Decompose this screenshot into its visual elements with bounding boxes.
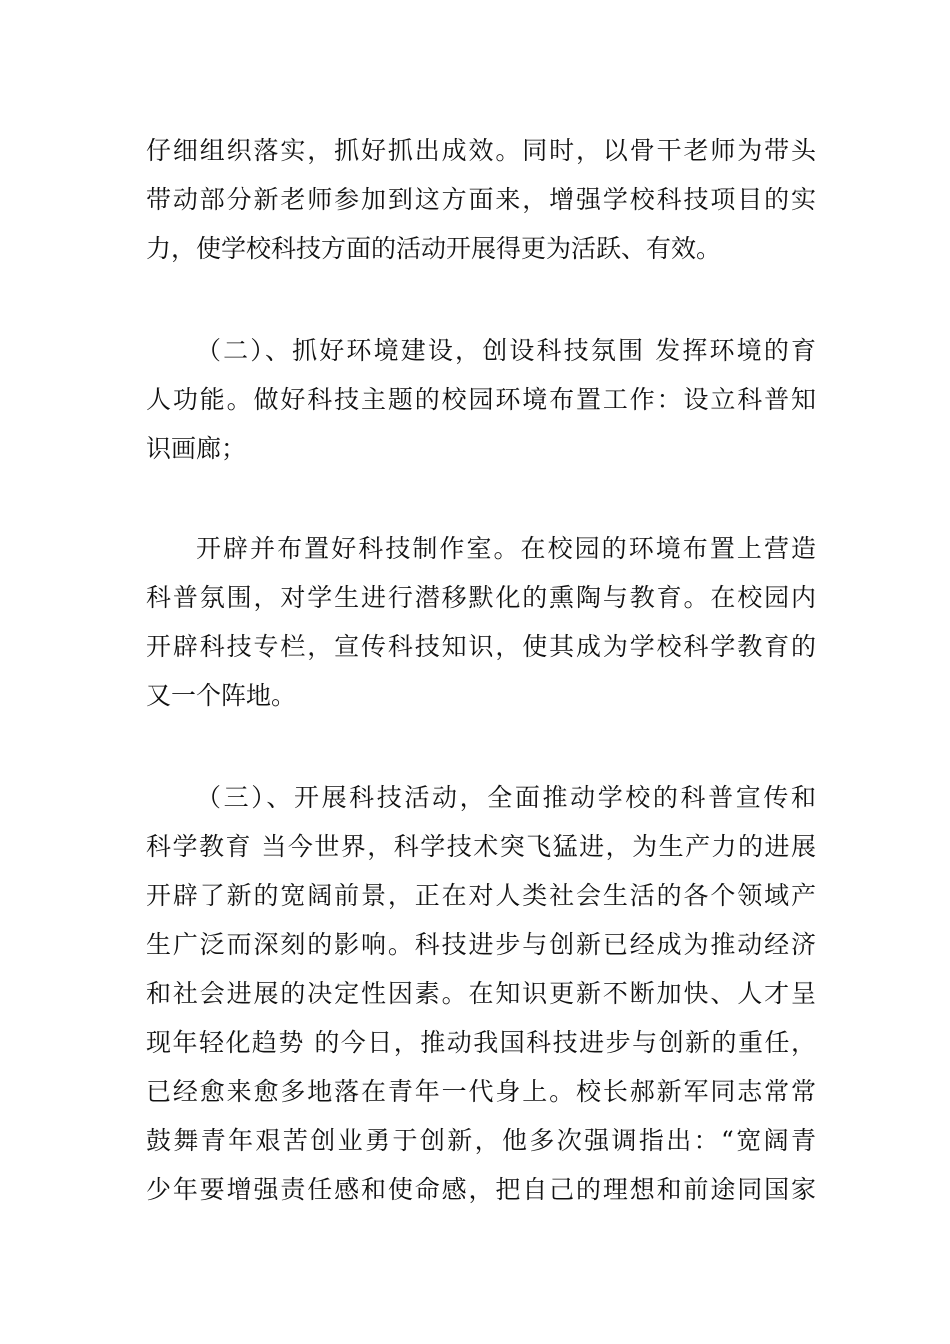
paragraph-3-line-1: 开辟并布置好科技制作室。在校园的环境布置上营造 <box>196 534 816 563</box>
paragraph-4-line-2: 科学教育 当今世界，科学技术突飞猛进，为生产力的进展 <box>146 832 816 861</box>
paragraph-4-line-6: 现年轻化趋势 的今日，推动我国科技进步与创新的重任， <box>146 1028 816 1057</box>
paragraph-3-line-2: 科普氛围，对学生进行潜移默化的熏陶与教育。在校园内 <box>146 583 816 612</box>
paragraph-4-line-4: 生广泛而深刻的影响。科技进步与创新已经成为推动经济 <box>146 930 816 959</box>
paragraph-1-line-1: 仔细组织落实，抓好抓出成效。同时，以骨干老师为带头 <box>146 136 816 165</box>
paragraph-4-line-3: 开辟了新的宽阔前景，正在对人类社会生活的各个领域产 <box>146 881 816 910</box>
paragraph-1-line-3: 力，使学校科技方面的活动开展得更为活跃、有效。 <box>146 234 722 263</box>
paragraph-2-line-2: 人功能。做好科技主题的校园环境布置工作：设立科普知 <box>146 385 816 414</box>
paragraph-4-line-8: 鼓舞青年艰苦创业勇于创新，他多次强调指出：“宽阔青 <box>146 1126 816 1155</box>
paragraph-2-line-3: 识画廊； <box>146 434 247 463</box>
paragraph-3-line-3: 开辟科技专栏，宣传科技知识，使其成为学校科学教育的 <box>146 632 816 661</box>
paragraph-4-line-1: （三）、开展科技活动，全面推动学校的科普宣传和 <box>196 783 816 812</box>
paragraph-4-line-7: 已经愈来愈多地落在青年一代身上。校长郝新军同志常常 <box>146 1077 816 1106</box>
paragraph-4-line-5: 和社会进展的决定性因素。在知识更新不断加快、人才呈 <box>146 979 816 1008</box>
paragraph-3-line-4: 又一个阵地。 <box>146 681 297 710</box>
paragraph-2-line-1: （二）、抓好环境建设，创设科技氛围 发挥环境的育 <box>196 336 816 365</box>
paragraph-1-line-2: 带动部分新老师参加到这方面来，增强学校科技项目的实 <box>146 185 816 214</box>
paragraph-4-line-9: 少年要增强责任感和使命感，把自己的理想和前途同国家 <box>146 1175 816 1204</box>
